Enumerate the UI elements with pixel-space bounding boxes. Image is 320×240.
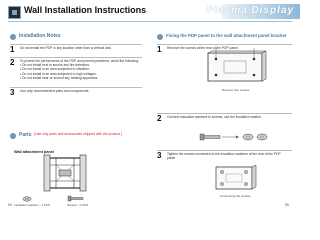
fixing-title: Fixing the PDP panel to the wall attachment panel bracket <box>166 33 287 38</box>
step-number: 2 <box>10 58 15 67</box>
list-item: • Do not install in an area subjected to vibration. <box>20 67 140 71</box>
banner-text: Plasma Display <box>206 5 294 16</box>
notes-step-2 <box>10 57 142 85</box>
step-divider <box>157 44 292 45</box>
step-divider <box>157 150 292 151</box>
step-text: Use only recommended parts and components. <box>20 89 90 93</box>
page-title: Wall Installation Instructions <box>24 5 147 15</box>
step-divider <box>10 87 142 88</box>
step-divider <box>157 113 292 114</box>
screw-washer-diagram <box>196 132 276 142</box>
step-text: Remove the screws at the rear of the PDP panel. <box>167 46 239 50</box>
washer-icon <box>22 196 32 202</box>
list-item: • Do not install near or around any heating apparatus. <box>20 76 140 80</box>
connecting-screws-diagram <box>214 165 258 193</box>
page-number-right: 55 <box>285 203 289 207</box>
parts-note: (Use only parts and accessories shipped with the product.) <box>34 132 123 136</box>
page-number-left: 54 <box>8 203 12 207</box>
header-divider <box>8 21 292 22</box>
washers-caption: Insulation washers : 4 PCS <box>14 203 51 207</box>
wall-bracket-diagram <box>34 155 94 195</box>
step-text: Tighten the screws connected to the insulation washers at the rear of the PDP panel. <box>167 152 281 161</box>
section-bullet-icon <box>10 34 16 40</box>
page-header <box>0 4 300 26</box>
notes-step-1 <box>10 44 142 56</box>
title-square-icon <box>8 6 21 19</box>
wall-attachment-panel-label: Wall attachment panel <box>14 150 54 154</box>
step-divider <box>10 57 142 58</box>
list-item: • Do not install next to smoke and fire detectors. <box>20 63 140 67</box>
notes-step-3 <box>10 87 142 97</box>
step-text: Do not install the PDP in any location other than a vertical wall. <box>20 46 112 50</box>
step-text: To protect the performance of the PDP and prevent problems, avoid the following: <box>20 59 139 63</box>
step-number: 3 <box>157 151 162 160</box>
section-bullet-icon <box>10 133 16 139</box>
step-text: Connect insulation washers to screws, use the insulation washer. <box>167 115 262 119</box>
product-banner <box>206 4 300 19</box>
step-number: 1 <box>10 45 15 54</box>
step-number: 2 <box>157 114 162 123</box>
screws-caption: Screws : 4 PCS <box>67 203 89 207</box>
step-number: 3 <box>10 88 15 97</box>
section-bullet-icon <box>157 34 163 40</box>
installation-notes-title: Installation Notes <box>19 33 61 39</box>
screw-icon <box>68 195 84 202</box>
list-item: • Do not install in an area subjected to high voltages. <box>20 72 140 76</box>
step-divider <box>10 44 142 45</box>
connecting-screws-caption: Connecting the screws <box>220 194 251 198</box>
remove-screws-caption: Remove four screws <box>222 88 250 92</box>
pdp-rear-diagram <box>206 51 266 87</box>
step-text-block <box>20 59 140 80</box>
step-number: 1 <box>157 45 162 54</box>
avoid-list <box>20 63 140 80</box>
parts-title: Parts <box>19 132 32 138</box>
